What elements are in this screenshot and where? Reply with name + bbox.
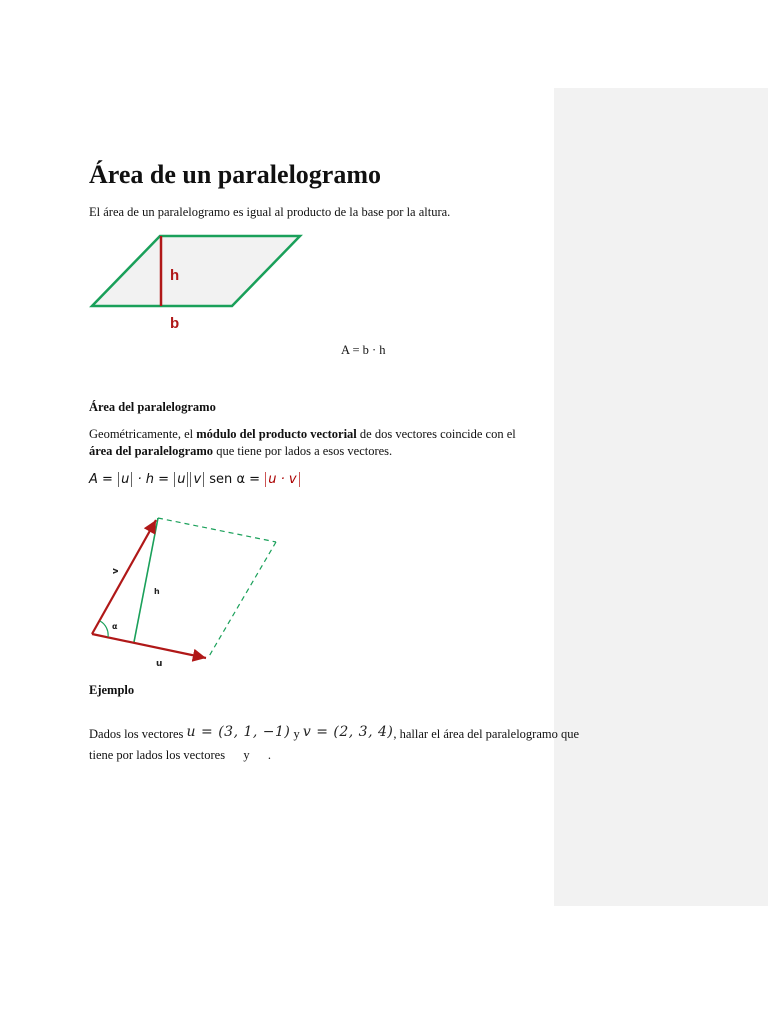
area-formula: A = b · h — [341, 343, 386, 357]
comment-side-panel — [554, 88, 768, 906]
formula-alpha: α — [236, 472, 246, 487]
example-paragraph — [89, 724, 580, 743]
v-vector-expr: v = (2, 3, 4) — [302, 724, 394, 740]
example-conj: y — [290, 727, 303, 741]
section-bold-1: módulo del producto vectorial — [196, 427, 357, 441]
intro-paragraph: El área de un paralelogramo es igual al producto de la base por la altura. — [89, 205, 451, 219]
v-label: v — [111, 568, 121, 574]
formula-v2: v — [193, 472, 202, 487]
example-line2c: . — [267, 748, 271, 762]
section-bold-2: área del paralelogramo — [89, 444, 214, 458]
base-label: b — [170, 315, 180, 332]
section-heading: Área del paralelogramo — [89, 400, 216, 414]
section-text-2: de dos vectores coincide con el — [356, 427, 516, 441]
u-vector-expr: u = (3, 1, −1) — [186, 724, 291, 740]
dashed-right-edge — [208, 542, 276, 658]
section-text-3: que tiene por lados a esos vectores. — [213, 444, 393, 458]
formula-uxv: u · v — [268, 472, 297, 487]
vector-u-arrow — [92, 634, 206, 658]
formula-abs-u2 — [174, 472, 188, 487]
page-title: Área de un paralelogramo — [89, 160, 381, 189]
formula-eq3: = — [249, 472, 261, 487]
height-label: h — [170, 267, 180, 284]
formula-a: A — [89, 472, 98, 487]
formula-u2: u — [177, 472, 186, 487]
example-text-2: , hallar el área del paralelogramo que — [393, 727, 580, 741]
formula-abs-v2 — [190, 472, 204, 487]
cross-product-formula — [89, 472, 301, 487]
example-text-1: Dados los vectores — [89, 727, 187, 741]
section-paragraph — [89, 426, 541, 460]
vector-parallelogram-figure — [86, 510, 286, 670]
example-paragraph-line2 — [89, 747, 271, 764]
section-text-1: Geométricamente, el — [89, 427, 197, 441]
u-label: u — [156, 659, 163, 669]
formula-dot-h: · h — [137, 472, 154, 487]
formula-abs-uxv — [265, 472, 299, 487]
parallelogram-shape — [92, 236, 300, 306]
formula-sen: sen — [209, 472, 233, 487]
formula-abs-u — [118, 472, 132, 487]
angle-arc — [100, 621, 108, 637]
alpha-label: α — [112, 622, 118, 631]
example-heading: Ejemplo — [89, 683, 135, 697]
formula-u1: u — [121, 472, 130, 487]
parallelogram-figure — [88, 228, 308, 336]
formula-eq1: = — [102, 472, 113, 487]
example-line2b: y — [243, 748, 250, 762]
formula-eq2: = — [158, 472, 170, 487]
h-label: h — [154, 587, 160, 596]
example-line2a: tiene por lados los vectores — [89, 748, 226, 762]
dashed-top-edge — [158, 518, 276, 542]
